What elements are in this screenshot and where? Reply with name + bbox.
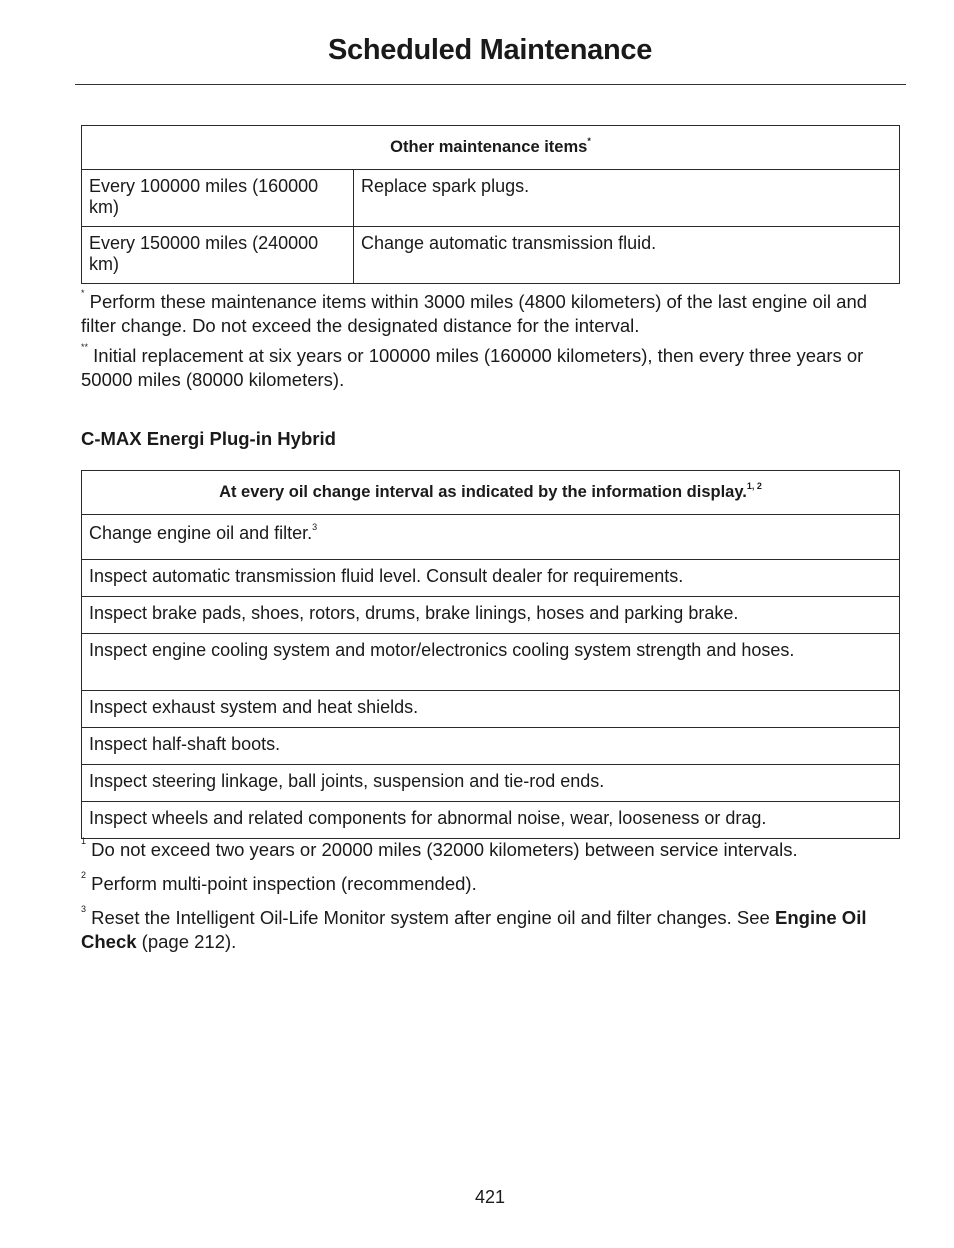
table-header: Other maintenance items* <box>82 126 900 170</box>
table-row: Inspect wheels and related components for abnormal noise, wear, looseness or drag. <box>82 802 900 839</box>
interval-cell: Every 100000 miles (160000 km) <box>82 170 354 227</box>
footnote-mark: * <box>587 135 591 146</box>
footnote-star: * Perform these maintenance items within 3000 miles (4800 kilometers) of the last engine oil and filter change. Do not exceed the designated distance for the interval. <box>81 287 868 336</box>
footnote-3: $^3$ Reset the Intelligent Oil-Life Monitor system after engine oil and filter changes. See Engine Oil Check (page 212). <box>81 903 867 952</box>
table-row: Inspect brake pads, shoes, rotors, drums, brake linings, hoses and parking brake. <box>82 597 900 634</box>
table-header: At every oil change interval as indicated by the information display.$^{1, 2}$ <box>82 471 900 515</box>
title-divider <box>75 84 906 85</box>
engine-oil-check-link[interactable]: Engine Oil Check <box>81 907 867 952</box>
action-cell: Change automatic transmission fluid. <box>354 227 900 284</box>
interval-cell: Every 150000 miles (240000 km) <box>82 227 354 284</box>
page-number: 421 <box>474 1187 506 1207</box>
footnote-2: $^2$ Perform multi-point inspection (recommended). <box>81 869 477 894</box>
footnote-mark: 1, 2 <box>746 480 762 491</box>
table-row <box>82 170 900 227</box>
footnote-1: $^1$ Do not exceed two years or 20000 miles (32000 kilometers) between service intervals. <box>81 835 798 860</box>
table-row: Inspect steering linkage, ball joints, suspension and tie-rod ends. <box>82 765 900 802</box>
section-heading: C-MAX Energi Plug-in Hybrid <box>81 428 336 449</box>
footnote-mark: 3 <box>312 522 318 532</box>
table-row: Change engine oil and filter.$^3$ <box>82 515 900 560</box>
other-maintenance-table <box>81 125 900 284</box>
action-cell: Replace spark plugs. <box>354 170 900 227</box>
oil-change-table <box>81 470 900 839</box>
table-row: Inspect exhaust system and heat shields. <box>82 691 900 728</box>
page-title: Scheduled Maintenance <box>327 34 653 66</box>
table-row <box>82 227 900 284</box>
table-row: Inspect automatic transmission fluid level. Consult dealer for requirements. <box>82 560 900 597</box>
table-row: Inspect engine cooling system and motor/electronics cooling system strength and hoses. <box>82 634 900 691</box>
table-row: Inspect half-shaft boots. <box>82 728 900 765</box>
footnote-double-star: ** Initial replacement at six years or 100000 miles (160000 kilometers), then every three years or 50000 miles (80000 kilometers). <box>81 341 864 390</box>
